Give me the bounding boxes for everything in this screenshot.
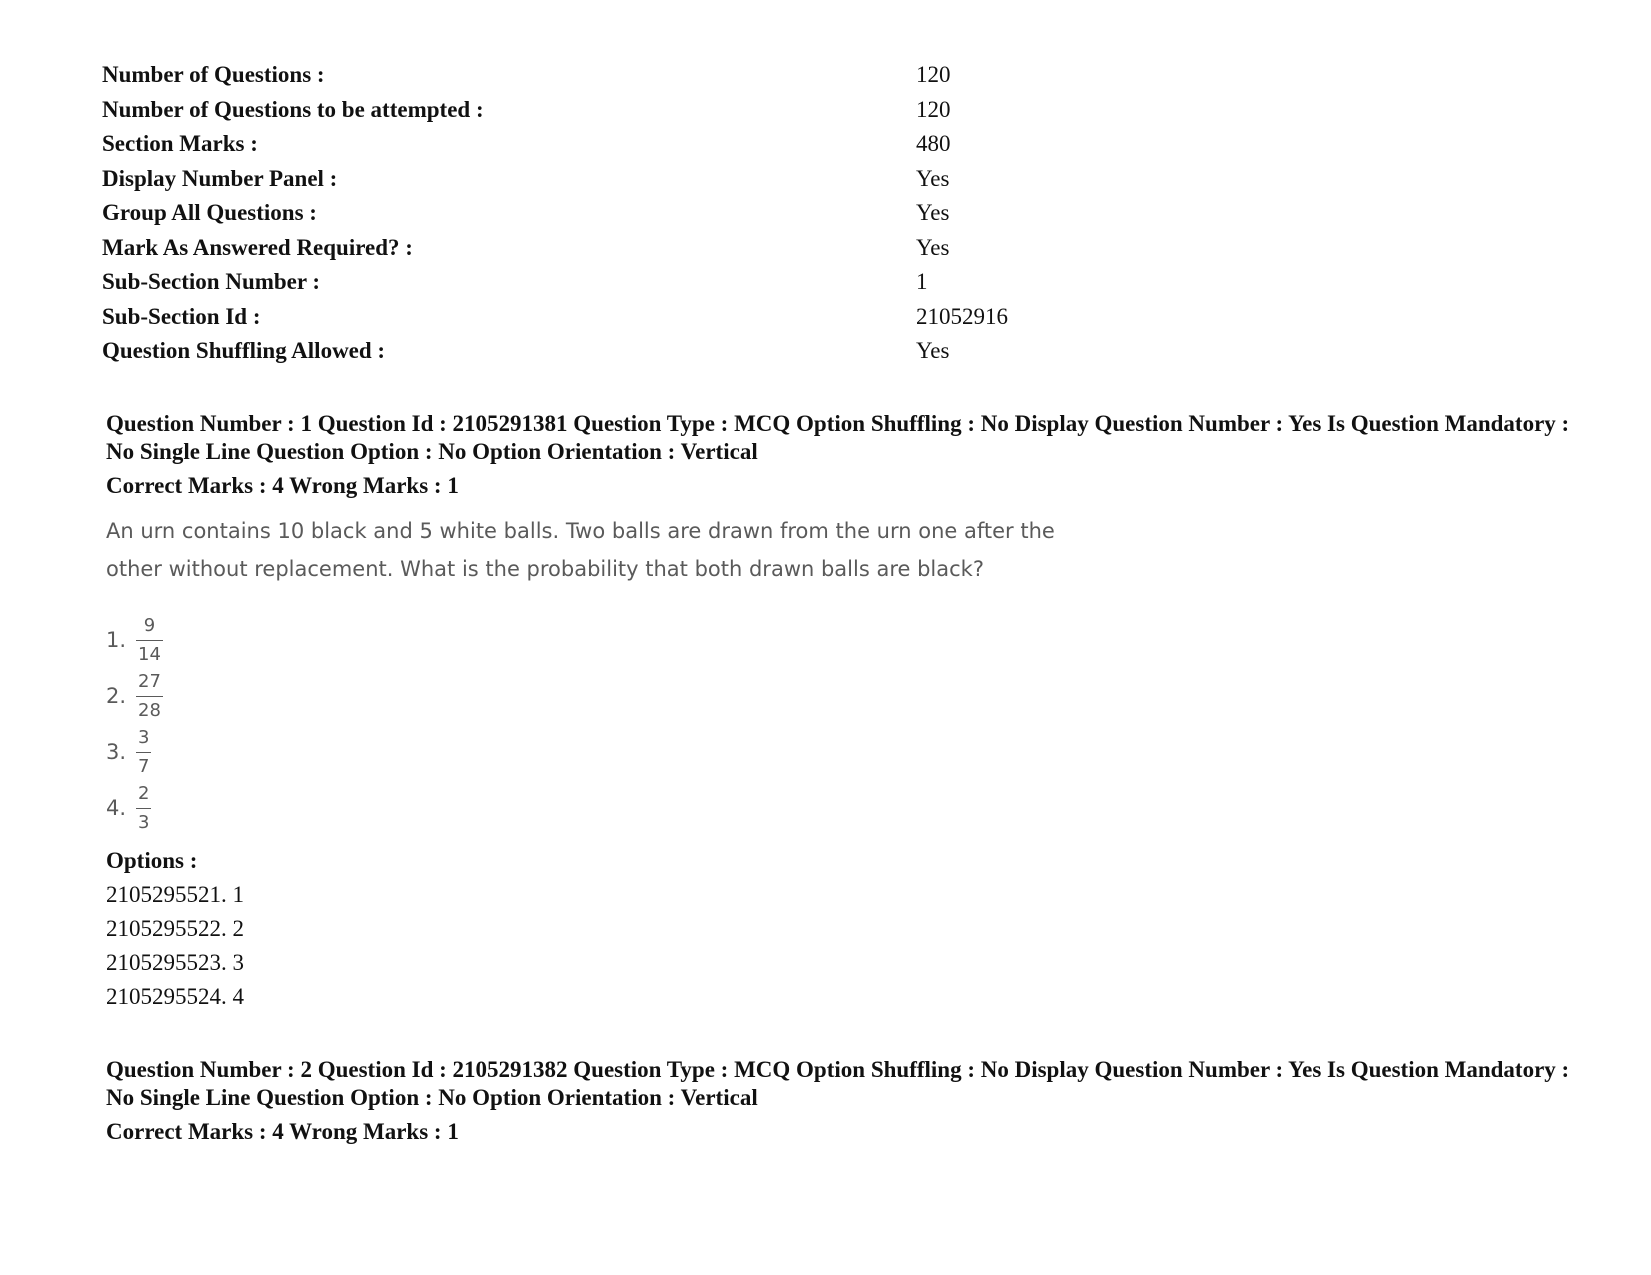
info-value: Yes	[916, 338, 950, 364]
question-marks: Correct Marks : 4 Wrong Marks : 1	[106, 473, 459, 498]
answer-choices	[106, 612, 1576, 836]
info-value: 480	[916, 131, 951, 157]
choice-number: 2.	[106, 684, 127, 708]
choice-number: 1.	[106, 628, 127, 652]
answer-choice	[106, 724, 1576, 780]
option-id-line: 2105295523. 3	[106, 950, 244, 975]
options-heading: Options :	[106, 848, 198, 873]
info-row	[102, 334, 1102, 369]
choice-number: 3.	[106, 740, 127, 764]
fraction-numerator: 9	[143, 614, 156, 636]
info-row	[102, 265, 1102, 300]
info-row	[102, 196, 1102, 231]
fraction-numerator: 3	[138, 726, 150, 748]
info-label: Number of Questions :	[102, 62, 325, 88]
choice-number: 4.	[106, 796, 127, 820]
info-label: Section Marks :	[102, 131, 258, 157]
option-id-line: 2105295521. 1	[106, 882, 244, 907]
question-block-2	[106, 1056, 1576, 1146]
fraction-denominator: 28	[138, 699, 161, 721]
info-row	[102, 93, 1102, 128]
info-row	[102, 231, 1102, 266]
fraction	[136, 672, 163, 721]
info-row	[102, 300, 1102, 335]
fraction	[136, 784, 151, 833]
fraction-bar	[136, 808, 151, 809]
option-id-line: 2105295522. 2	[106, 916, 244, 941]
question-text: An urn contains 10 black and 5 white balls. Two balls are drawn from the urn one after the other without replacement. What is the probability that both drawn balls are black?	[106, 519, 1055, 581]
info-value: 1	[916, 269, 928, 295]
info-row	[102, 162, 1102, 197]
info-label: Display Number Panel :	[102, 165, 338, 191]
info-value: Yes	[916, 165, 950, 191]
fraction	[136, 728, 151, 777]
question-marks: Correct Marks : 4 Wrong Marks : 1	[106, 1119, 459, 1144]
fraction-denominator: 3	[138, 811, 150, 833]
fraction-bar	[136, 696, 163, 697]
question-header: Question Number : 2 Question Id : 2105291382 Question Type : MCQ Option Shuffling : No Display Question Number : Yes Is Question Mandatory : No Single Line Question Option : No Option Orientation : Vertical	[106, 1057, 1570, 1110]
fraction-numerator: 27	[138, 670, 161, 692]
question-header: Question Number : 1 Question Id : 2105291381 Question Type : MCQ Option Shuffling : No Display Question Number : Yes Is Question Mandatory : No Single Line Question Option : No Option Orientation : Vertical	[106, 411, 1570, 464]
fraction-denominator: 14	[138, 643, 161, 665]
fraction-bar	[136, 640, 163, 641]
info-value: 21052916	[916, 303, 1008, 329]
answer-choice	[106, 668, 1576, 724]
option-id-line: 2105295524. 4	[106, 984, 244, 1009]
info-label: Sub-Section Id :	[102, 303, 261, 329]
info-value: Yes	[916, 234, 950, 260]
info-row	[102, 127, 1102, 162]
fraction-numerator: 2	[138, 782, 150, 804]
info-label: Mark As Answered Required? :	[102, 234, 413, 260]
fraction-bar	[136, 752, 151, 753]
section-info-table	[102, 58, 1102, 369]
info-value: 120	[916, 62, 951, 88]
info-row	[102, 58, 1102, 93]
answer-choice	[106, 780, 1576, 836]
answer-choice	[106, 612, 1576, 668]
fraction	[136, 616, 163, 665]
info-label: Number of Questions to be attempted :	[102, 96, 484, 122]
fraction-denominator: 7	[138, 755, 150, 777]
info-label: Sub-Section Number :	[102, 269, 321, 295]
info-label: Group All Questions :	[102, 200, 317, 226]
info-value: 120	[916, 96, 951, 122]
info-value: Yes	[916, 200, 950, 226]
info-label: Question Shuffling Allowed :	[102, 338, 386, 364]
question-block-1	[106, 410, 1576, 1014]
